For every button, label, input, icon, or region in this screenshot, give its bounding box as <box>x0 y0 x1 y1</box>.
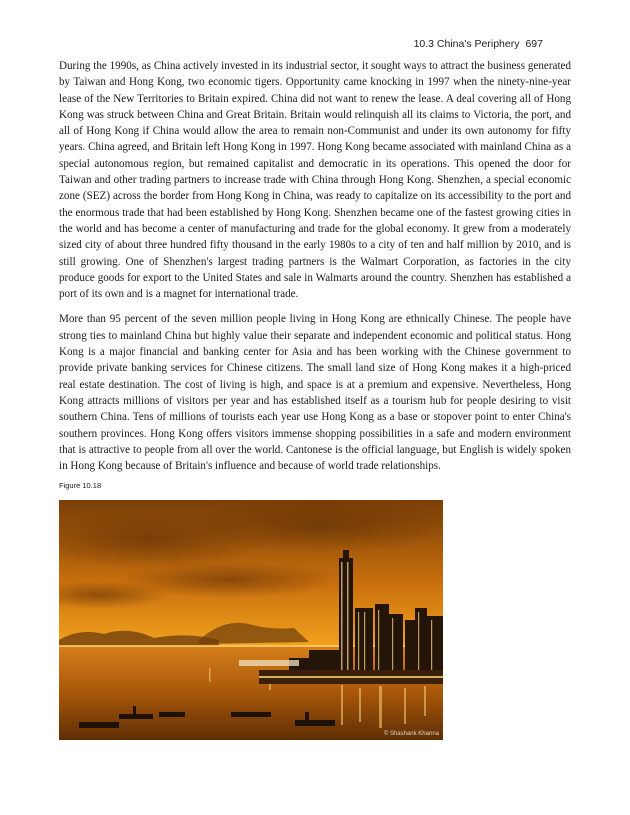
body-text <box>59 58 571 474</box>
running-header <box>414 38 543 50</box>
paragraph-2: More than 95 percent of the seven million people living in Hong Kong are ethnically Chinese. The people have strong ties to mainland China but highly value their separate and independent economic and political status. Hong Kong is a major financial and banking center for Asia and has been working with the Chinese government to provide private banking services for Chinese citizens. The small land size of Hong Kong makes it a high-priced real estate destination. The cost of living is high, and space is at a premium and expensive. Nevertheless, Hong Kong attracts millions of visitors per year and has established itself as a tourism hub for people desiring to visit southern China. Tens of millions of tourists each year use Hong Kong as a base or stopover point to enter China's southern provinces. Hong Kong offers visitors immense shopping possibilities in a safe and modern environment that is attractive to people from all over the world. Cantonese is the official language, but English is widely spoken in Hong Kong because of Britain's influence and because of world trade relationships. <box>59 313 571 473</box>
section-title: 10.3 China's Periphery <box>413 38 520 50</box>
paragraph-1: During the 1990s, as China actively invested in its industrial sector, it sought ways to attract the business generated by Taiwan and Hong Kong, two economic tigers. Opportunity came knocking in 1997 when the ninety-nine-year lease of the New Territories to Britain expired. China did not want to renew the lease. A deal covering all of Hong Kong was struck between China and Great Britain. Britain would relinquish all its claims to Victoria, the port, and all of Hong Kong if China would allow the area to remain non-Communist and under its own autonomy for fifty years. China agreed, and Britain left Hong Kong in 1997. Hong Kong became associated with mainland China as a special autonomous region, but remained capitalist and democratic in its operations. This opened the door for Taiwan and other trading partners to increase trade with China through Hong Kong. Shenzhen, a special economic zone (SEZ) across the border from Hong Kong in China, was ready to capitalize on its accessibility to the port and the enormous trade that had been established by Hong Kong. Shenzhen became one of the fastest growing cities in the world and has become a center of manufacturing and trade for the global economy. It grew from a moderately sized city of about three hundred fifty thousand in the early 1980s to a city of ten and half million by 2010, and is still growing. One of Shenzhen's largest trading partners is the Walmart Corporation, as factories in the city produce goods for export to the United States and sale in Walmarts around the country. Shenzhen has established a port of its own and is a magnet for international trade. <box>59 60 571 301</box>
page-number: 697 <box>525 38 543 50</box>
photo-illustration <box>59 500 443 740</box>
photo-credit: © Shashank Khanna <box>383 731 439 737</box>
figure-caption: Figure 10.18 <box>59 481 102 490</box>
hong-kong-night-photo <box>59 500 443 740</box>
